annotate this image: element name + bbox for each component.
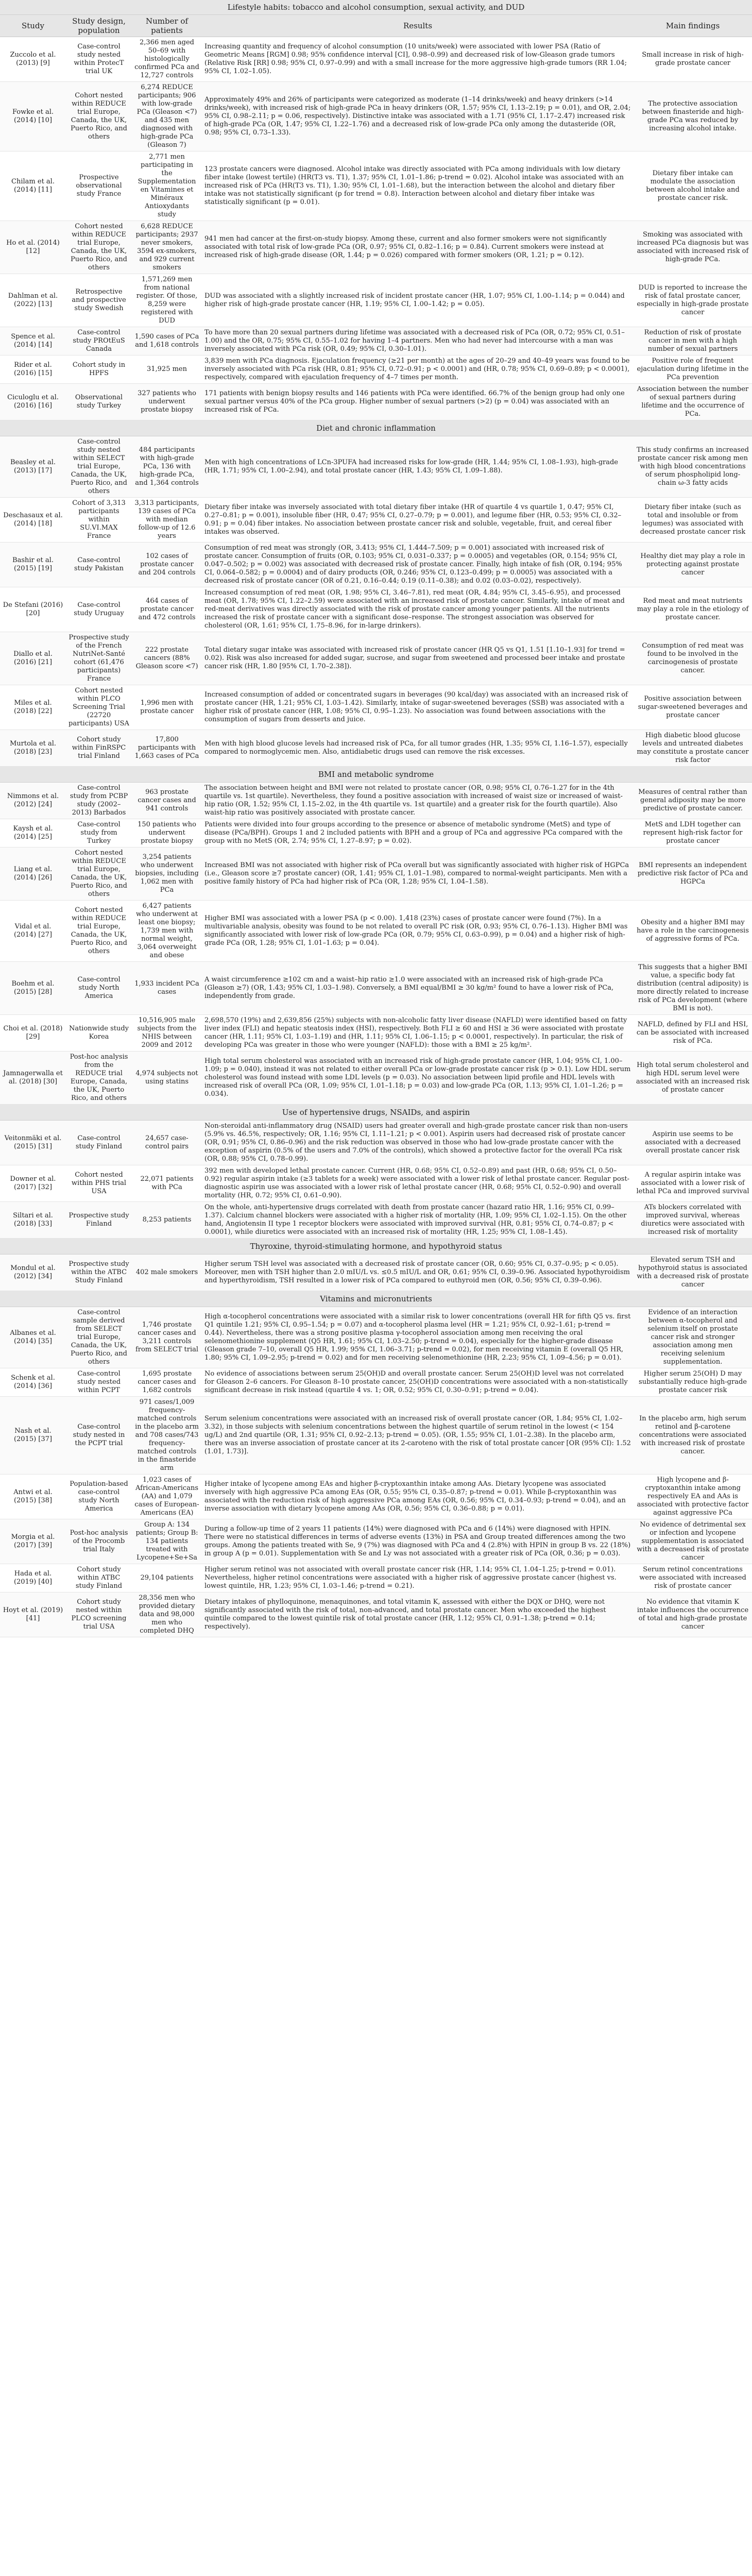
cell-number: 1,933 incident PCa cases — [132, 962, 202, 1015]
section-header-row — [0, 1105, 752, 1121]
cell-number: 2,366 men aged 50–69 with histologically confirmed PCa and 12,727 controls — [132, 37, 202, 82]
table-row — [0, 1015, 752, 1052]
cell-design: Post-hoc analysis from the REDUCE trial Europe, Canada, the UK, Puerto Rico, and others — [66, 1052, 132, 1105]
cell-results: Increasing quantity and frequency of alcohol consumption (10 units/week) were associated with lower PSA (Ratio of Geometric Means [RGM] 0.98; 95% confidence interval [CI], 0.98–0.99) and decreased risk of low-Gleason grade tumors (Relative Risk [RR] 0.98; 95% CI, 0.97–0.99) and with a small increase for the more aggressive high-grade tumors (RR 1.04; 95% CI, 1.02–1.05). — [202, 37, 634, 82]
top-section-title: Lifestyle habits: tobacco and alcohol consumption, sexual activity, and DUD — [0, 0, 752, 15]
table-row — [0, 384, 752, 420]
cell-design: Prospective study within the ATBC Study Finland — [66, 1255, 132, 1291]
header-row — [0, 15, 752, 37]
cell-study: Choi et al. (2018) [29] — [0, 1015, 66, 1052]
cell-design: Prospective study Finland — [66, 1202, 132, 1239]
table-row — [0, 1052, 752, 1105]
cell-findings: Serum retinol concentrations were associated with increased risk of prostate cancer — [634, 1564, 752, 1592]
cell-study: Siltari et al. (2018) [33] — [0, 1202, 66, 1239]
table-row — [0, 587, 752, 632]
cell-design: Case-control study nested in the PCPT trial — [66, 1397, 132, 1475]
cell-number: 6,427 patients who underwent at least one biopsy; 1,739 men with normal weight, 3,064 overweight and obese — [132, 901, 202, 962]
section-header-row — [0, 420, 752, 436]
cell-results: Higher intake of lycopene among EAs and higher β-cryptoxanthin intake among AAs. Dietary lycopene was associated inversely with high aggressive PCa among EAs (OR, 0.55; 95% CI, 0.35–0.87; p-trend = 0.01). While β-cryptoxanthin was associated with the reduction risk of high aggressive PCa among EAs (OR, 0.56; 95% CI, 0.34–0.93; p-trend = 0.04), and an inverse association with dietary lycopene among AAs (OR, 0.56; 95% CI, 0.36–0.88; p = 0.01). — [202, 1475, 634, 1519]
cell-number: 971 cases/1,009 frequency-matched controls in the placebo arm and 708 cases/743 frequency-matched controls in the finasteride arm — [132, 1397, 202, 1475]
cell-number: 6,274 REDUCE participants; 906 with low-grade PCa (Gleason <7) and 435 men diagnosed with high-grade PCa (Gleason 7) — [132, 82, 202, 151]
cell-number: 963 prostate cancer cases and 941 controls — [132, 783, 202, 819]
cell-findings: No evidence that vitamin K intake influences the occurrence of total and high-grade prostate cancer — [634, 1592, 752, 1637]
cell-findings: NAFLD, defined by FLI and HSI, can be associated with increased risk of PCa. — [634, 1015, 752, 1052]
cell-study: Bashir et al. (2015) [19] — [0, 543, 66, 587]
cell-findings: This study confirms an increased prostate cancer risk among men with high blood concentrations of serum phospholipid long-chain ω-3 fatty acids — [634, 436, 752, 498]
cell-findings: Higher serum 25(OH) D may substantially reduce high-grade prostate cancer risk — [634, 1368, 752, 1397]
cell-number: 1,996 men with prostate cancer — [132, 685, 202, 730]
section-header-row — [0, 1239, 752, 1255]
cell-findings: DUD is reported to increase the risk of fatal prostate cancer, especially in high-grade prostate cancer — [634, 274, 752, 327]
cell-number: 6,628 REDUCE participants; 2937 never smokers, 3594 ex-smokers, and 929 current smokers — [132, 221, 202, 274]
cell-number: 222 prostate cancers (88% Gleason score <7) — [132, 632, 202, 685]
cell-study: Veitonmäki et al. (2015) [31] — [0, 1121, 66, 1165]
cell-findings: Obesity and a higher BMI may have a role in the carcinogenesis of aggressive forms of PCa. — [634, 901, 752, 962]
cell-findings: In the placebo arm, high serum retinol and β-carotene concentrations were associated with increased risk of prostate cancer. — [634, 1397, 752, 1475]
cell-findings: High lycopene and β-cryptoxanthin intake among respectively EA and AAs is associated with protective factor against aggressive PCa — [634, 1475, 752, 1519]
cell-design: Prospective study of the French NutriNet-Santé cohort (61,476 participants) France — [66, 632, 132, 685]
cell-design: Cohort nested within REDUCE trial Europe, Canada, the UK, Puerto Rico, and others — [66, 901, 132, 962]
table-row — [0, 848, 752, 901]
cell-results: On the whole, anti-hypertensive drugs correlated with death from prostate cancer (hazard ratio HR, 1.16; 95% CI, 0.99–1.37). Calcium channel blockers were associated with a higher risk of mortality (HR, 1.09; 95% CI, 1.02–1.15). On the other hand, Angiotensin II type 1 receptor blockers were associated with improved survival (HR, 0.81; 95% CI, 0.74–0.87; p < 0.0001), while diuretics were associated with an increased risk of mortality (HR, 1.25; 95% CI, 1.08–1.45). — [202, 1202, 634, 1239]
cell-study: Kaysh et al. (2014) [25] — [0, 819, 66, 848]
cell-results: Men with high concentrations of LCn-3PUFA had increased risks for low-grade (HR, 1.44; 95% CI, 1.08–1.93), high-grade (HR, 1.71; 95% CI, 1.00–2.94), and total prostate cancer (HR, 1.43; 95% CI, 1.09–1.88). — [202, 436, 634, 498]
table-row — [0, 82, 752, 151]
cell-design: Cohort study nested within PLCO screening trial USA — [66, 1592, 132, 1637]
cell-number: 1,571,269 men from national register. Of those, 8,259 were registered with DUD — [132, 274, 202, 327]
table-row — [0, 632, 752, 685]
cell-design: Cohort nested within REDUCE trial Europe, Canada, the UK, Puerto Rico, and others — [66, 221, 132, 274]
cell-results: The association between height and BMI were not related to prostate cancer (OR, 0.98; 95% CI, 0.76–1.27 for in the 4th quartile vs. 1st quartile). Nevertheless, they found a positive association with increased of waist size or increased of waist-hip ratio (OR, 1.52; 95% CI, 1.15–2.02, in the 4th quartile vs. 1st quartile) and a greater risk for the fourth quartile). Also waist-hip ratio was positively associated with prostate cancer. — [202, 783, 634, 819]
cell-number: 484 participants with high-grade PCa, 136 with high-grade PCa, and 1,364 controls — [132, 436, 202, 498]
cell-results: Dietary fiber intake was inversely associated with total dietary fiber intake (HR of quartile 4 vs quartile 1, 0.47; 95% CI, 0.27–0.81; p = 0.001), insoluble fiber (HR, 0.47; 95% CI, 0.27–0.79; p = 0.001), and legume fiber (HR, 0.53; 95% CI, 0.32–0.91; p = 0.04) fiber intakes. No association between prostate cancer risk and soluble, vegetable, fruit, and cereal fiber intakes was observed. — [202, 498, 634, 543]
cell-study: Mondul et al. (2012) [34] — [0, 1255, 66, 1291]
cell-results: 941 men had cancer at the first-on-study biopsy. Among these, current and also former smokers were not significantly associated with total risk of low-grade PCa (OR, 0.97; 95% CI, 0.82–1.16; p = 0.84). Current smokers were instead at increased risk of high-grade disease (OR, 1.44; p = 0.026) compared with former smokers (OR, 1.21; p = 0.12). — [202, 221, 634, 274]
cell-findings: High diabetic blood glucose levels and untreated diabetes may constitute a prostate cancer risk factor — [634, 730, 752, 767]
table-body — [0, 37, 752, 1637]
table-row — [0, 1368, 752, 1397]
cell-results: Consumption of red meat was strongly (OR, 3.413; 95% CI, 1.444–7.509; p = 0.001) associated with increased risk of prostate cancer. Consumption of fruits (OR, 0.103; 95% CI, 0.031–0.337; p = 0.0005) and vegetables (OR, 0.154; 95% CI, 0.047–0.502; p = 0.002) was associated with decreased risk of prostate cancer. Finally, high intake of fish (OR, 0.194; 95% CI, 0.064–0.582; p = 0.0004) and of dairy products (OR, 0.246; 95% CI, 0.123–0.499; p = 0.0005) was associated with a decreased risk of prostate cancer (OR of 0.21, 0.16–0.44; 0.19 (0.11–0.38); and 0.02 (0.03–0.02), respectively). — [202, 543, 634, 587]
table-row — [0, 37, 752, 82]
header-study: Study — [0, 15, 66, 37]
table-row — [0, 274, 752, 327]
cell-study: Dahlman et al. (2022) [13] — [0, 274, 66, 327]
cell-findings: High total serum cholesterol and high HDL serum level were associated with an increased risk of prostate cancer — [634, 1052, 752, 1105]
cell-findings: This suggests that a higher BMI value, a specific body fat distribution (central adiposity) is more directly related to increase risk of PCa development (where BMI is not). — [634, 962, 752, 1015]
cell-results: Approximately 49% and 26% of participants were categorized as moderate (1–14 drinks/week) and heavy drinkers (>14 drinks/week), with increased risk of high-grade PCa in heavy drinkers (OR, 1.57; 95% CI, 1.13–2.19; p = 0.01), and OR, 2.04; 95% CI, 0.98–2.11; p = 0.06, respectively). Distinctive intake was associated with a 1.71 (95% CI, 1.17–2.47) increased risk of high-grade PCa (OR, 1.47; 95% CI, 1.22–1.76) and a decreased risk of low-grade PCa only among the dutasteride (OR, 0.98; 95% CI, 0.73–1.33). — [202, 82, 634, 151]
cell-findings: A regular aspirin intake was associated with a lower risk of lethal PCa and improved survival — [634, 1165, 752, 1202]
section-title: Use of hypertensive drugs, NSAIDs, and aspirin — [0, 1105, 752, 1121]
cell-findings: Elevated serum TSH and hypothyroid status is associated with a decreased risk of prostate cancer — [634, 1255, 752, 1291]
cell-results: Dietary intakes of phylloquinone, menaquinones, and total vitamin K, assessed with either the DQX or DHQ, were not significantly associated with the risk of total, non-advanced, and total prostate cancer. Men who exceeded the highest quintile compared to the lowest quintile risk of total prostate cancer (HR, 1.12; 95% CI, 0.91–1.38; p-trend = 0.14; respectively). — [202, 1592, 634, 1637]
cell-study: Fowke et al. (2014) [10] — [0, 82, 66, 151]
cell-results: High α-tocopherol concentrations were associated with a similar risk to lower concentrations (overall HR for fifth Q5 vs. first Q1 quintile 1.21; 95% CI, 0.95–1.54; p = 0.07) and α-tocopherol plasma level (HR = 1.21; 95% CI, 0.92–1.61; p-trend = 0.44). Nevertheless, there was a strong positive plasma γ-tocopherol association among men receiving the oral selenomethionine supplement (Q5 HR, 1.61; 95% CI, 1.03–2.50; p-trend = 0.04), especially for the higher-grade disease (Gleason grade 7–10, overall Q5 HR, 1.99; 95% CI, 1.06–3.71; p-trend = 0.02), for men receiving vitamin E (overall Q5 HR, 1.80; 95% CI, 1.09–2.95; p-trend = 0.02) and for men receiving selenomethionine (HR, 2.23; 95% CI, 1.09–4.56; p = 0.01). — [202, 1307, 634, 1368]
header-results: Results — [202, 15, 634, 37]
cell-findings: Reduction of risk of prostate cancer in men with a high number of sexual partners — [634, 327, 752, 355]
cell-study: Jamnagerwalla et al. (2018) [30] — [0, 1052, 66, 1105]
cell-study: Spence et al. (2014) [14] — [0, 327, 66, 355]
cell-findings: Red meat and meat nutrients may play a role in the etiology of prostate cancer. — [634, 587, 752, 632]
cell-findings: Dietary fiber intake can modulate the association between alcohol intake and prostate cancer risk. — [634, 151, 752, 221]
cell-number: 102 cases of prostate cancer and 204 controls — [132, 543, 202, 587]
cell-results: High total serum cholesterol was associated with an increased risk of high-grade prostate cancer (HR, 1.04; 95% CI, 1.00–1.09; p = 0.040), instead it was not related to either overall PCa or low-grade prostate cancer risk (p > 0.1). Low HDL serum cholesterol was found instead with some LDL levels (p = 0.03). No association between lipid profile and HDL levels with increased risk of overall PCa (OR, 1.09; 95% CI, 1.01–1.18; p = 0.03) and low-grade PCa (OR, 1.13; 95% CI, 1.01–1.26; p = 0.034). — [202, 1052, 634, 1105]
cell-study: Murtola et al. (2018) [23] — [0, 730, 66, 767]
cell-study: Downer et al. (2017) [32] — [0, 1165, 66, 1202]
header-number: Number of patients — [132, 15, 202, 37]
cell-design: Cohort study within ATBC study Finland — [66, 1564, 132, 1592]
cell-design: Retrospective and prospective study Swedish — [66, 274, 132, 327]
cell-number: 22,071 patients with PCa — [132, 1165, 202, 1202]
cell-number: 10,516,905 male subjects from the NHIS between 2009 and 2012 — [132, 1015, 202, 1052]
table-row — [0, 783, 752, 819]
cell-study: Beasley et al. (2013) [17] — [0, 436, 66, 498]
table-row — [0, 436, 752, 498]
cell-results: 392 men with developed lethal prostate cancer. Current (HR, 0.68; 95% CI, 0.52–0.89) and past (HR, 0.68; 95% CI, 0.50–0.92) regular aspirin intake (≥3 tablets for a week) were associated with a lower risk of lethal prostate cancer. Regular post-diagnostic aspirin use was associated with a lower risk of lethal prostate cancer (HR, 0.68; 95% CI, 0.52–0.90) and overall mortality (HR, 0.72; 95% CI, 0.61–0.90). — [202, 1165, 634, 1202]
cell-design: Nationwide study Korea — [66, 1015, 132, 1052]
cell-results: Increased consumption of added or concentrated sugars in beverages (90 kcal/day) was associated with an increased risk of prostate cancer (HR, 1.21; 95% CI, 1.03–1.42). Similarly, intake of sugar-sweetened beverages (SSB) was associated with a higher risk of prostate cancer (HR, 1.08; 95% CI, 0.95–1.23). No association was found between associations with the consumption of sugars from desserts and juice. — [202, 685, 634, 730]
cell-number: 1,590 cases of PCa and 1,618 controls — [132, 327, 202, 355]
cell-design: Case-control study nested within PCPT — [66, 1368, 132, 1397]
cell-results: Higher serum retinol was not associated with overall prostate cancer risk (HR, 1.14; 95% CI, 1.04–1.25; p-trend = 0.01). Nevertheless, higher retinol concentrations were associated with a higher risk of aggressive prostate cancer (highest vs. lowest quintile, HR, 1.23; 95% CI, 1.03–1.46; p-trend = 0.21). — [202, 1564, 634, 1592]
table-row — [0, 962, 752, 1015]
table-row — [0, 1519, 752, 1564]
cell-study: Vidal et al. (2014) [27] — [0, 901, 66, 962]
section-title: BMI and metabolic syndrome — [0, 767, 752, 783]
cell-design: Case-control study nested within ProtecT trial UK — [66, 37, 132, 82]
cell-findings: Small increase in risk of high-grade prostate cancer — [634, 37, 752, 82]
cell-results: Non-steroidal anti-inflammatory drug (NSAID) users had greater overall and high-grade prostate cancer risk than non-users (5.9% vs. 46.5%, respectively; OR, 1.16; 95% CI, 1.11–1.21; p < 0.001). Aspirin users had decreased risk of prostate cancer (OR, 0.91; 95% CI, 0.86–0.96) and the risk reduction was observed in those who had low-grade prostate cancer with the exception of aspirin (0.5% of the users and 7.0% of the controls), which showed a protective factor for the overall PCa risk (OR, 0.88; 95% CI, 0.78–0.99). — [202, 1121, 634, 1165]
section-title: Vitamins and micronutrients — [0, 1291, 752, 1307]
cell-results: DUD was associated with a slightly increased risk of incident prostate cancer (HR, 1.07; 95% CI, 1.00–1.14; p = 0.044) and higher risk of high-grade prostate cancer (HR, 1.19; 95% CI, 1.00–1.42; p = 0.05). — [202, 274, 634, 327]
cell-study: Miles et al. (2018) [22] — [0, 685, 66, 730]
table-row — [0, 730, 752, 767]
cell-number: 1,746 prostate cancer cases and 3,211 controls from SELECT trial — [132, 1307, 202, 1368]
section-title: Thyroxine, thyroid-stimulating hormone, and hypothyroid status — [0, 1239, 752, 1255]
cell-results: Higher serum TSH level was associated with a decreased risk of prostate cancer (OR, 0.60; 95% CI, 0.37–0.95; p < 0.05). Moreover, men with TSH higher than 2.0 mIU/L vs. ≤0.5 mIU/L and OR, 0.61; 95% CI, 0.39–0.96. Associated hypothyroidism and hyperthyroidism, TSH resulted in a lower risk of PCa compared to euthyroid men (OR, 0.56; 95% CI, 0.39–0.96). — [202, 1255, 634, 1291]
cell-findings: Aspirin use seems to be associated with a decreased overall prostate cancer risk — [634, 1121, 752, 1165]
cell-findings: Association between the number of sexual partners during lifetime and the occurrence of PCa. — [634, 384, 752, 420]
cell-design: Case-control study Finland — [66, 1121, 132, 1165]
cell-findings: Healthy diet may play a role in protecting against prostate cancer — [634, 543, 752, 587]
cell-number: 29,104 patients — [132, 1564, 202, 1592]
cell-results: A waist circumference ≥102 cm and a waist–hip ratio ≥1.0 were associated with an increased risk of high-grade PCa (Gleason ≥7) (OR, 1.43; 95% CI, 1.03–1.98). Conversely, a BMI equal/BMI ≥ 30 kg/m² found to have a lower risk of PCa, independently from grade. — [202, 962, 634, 1015]
cell-findings: Measures of central rather than general adiposity may be more predictive of prostate cancer. — [634, 783, 752, 819]
cell-design: Case-control sample derived from SELECT trial Europe, Canada, the UK, Puerto Rico, and others — [66, 1307, 132, 1368]
table-row — [0, 1255, 752, 1291]
table-row — [0, 1307, 752, 1368]
table-row — [0, 1592, 752, 1637]
cell-number: 24,657 case-control pairs — [132, 1121, 202, 1165]
cell-study: Zuccolo et al. (2013) [9] — [0, 37, 66, 82]
cell-number: 31,925 men — [132, 355, 202, 384]
cell-results: Total dietary sugar intake was associated with increased risk of prostate cancer (HR Q5 vs Q1, 1.51 [1.10–1.93] for trend = 0.02). Risk was also increased for added sugar, sucrose, and sugar from sweetened and processed beer intake and prostate cancer risk (HR, 1.80 [95% CI, 1.70–2.38]). — [202, 632, 634, 685]
table-row — [0, 327, 752, 355]
cell-design: Case-control study Pakistan — [66, 543, 132, 587]
cell-number: Group A: 134 patients; Group B: 134 patients treated with Lycopene+Se+Sa — [132, 1519, 202, 1564]
cell-design: Case-control study from Turkey — [66, 819, 132, 848]
table-row — [0, 685, 752, 730]
cell-number: 4,974 subjects not using statins — [132, 1052, 202, 1105]
section-header-row — [0, 767, 752, 783]
cell-number: 402 male smokers — [132, 1255, 202, 1291]
cell-design: Prospective observational study France — [66, 151, 132, 221]
cell-findings: No evidence of detrimental sex or infection and lycopene supplementation is associated with a decreased risk of prostate cancer — [634, 1519, 752, 1564]
cell-study: Schenk et al. (2014) [36] — [0, 1368, 66, 1397]
table-row — [0, 355, 752, 384]
top-section-row — [0, 0, 752, 15]
cell-design: Cohort nested within PLCO Screening Trial (22720 participants) USA — [66, 685, 132, 730]
cell-findings: MetS and LDH together can represent high-risk factor for prostate cancer — [634, 819, 752, 848]
cell-study: Ciculoglu et al. (2016) [16] — [0, 384, 66, 420]
cell-number: 1,023 cases of African-Americans (AA) and 1,079 cases of European-Americans (EA) — [132, 1475, 202, 1519]
cell-number: 3,254 patients who underwent biopsies, including 1,062 men with PCa — [132, 848, 202, 901]
table-row — [0, 1397, 752, 1475]
table-row — [0, 1165, 752, 1202]
cell-study: Rider et al. (2016) [15] — [0, 355, 66, 384]
section-header-row — [0, 1291, 752, 1307]
cell-findings: Positive association between sugar-sweetened beverages and prostate cancer — [634, 685, 752, 730]
cell-results: 123 prostate cancers were diagnosed. Alcohol intake was directly associated with PCa among individuals with low dietary fiber intake (lowest tertile) (HR(T3 vs. T1), 1.37; 95% CI, 1.01–1.86; p-trend = 0.02). Alcohol intake was associated with an increased risk of PCa (HR(T3 vs. T1), 1.30; 95% CI, 1.01–1.68), but the interaction between the alcohol and dietary fiber intake was not statistically significant (p for trend = 0.8). Interaction between alcohol and dietary fiber intake was statistically significant (p = 0.01). — [202, 151, 634, 221]
cell-design: Observational study Turkey — [66, 384, 132, 420]
cell-design: Post-hoc analysis of the Procomb trial Italy — [66, 1519, 132, 1564]
table-row — [0, 819, 752, 848]
cell-study: Nimmons et al. (2012) [24] — [0, 783, 66, 819]
cell-results: Higher BMI was associated with a lower PSA (p < 0.00). 1,418 (23%) cases of prostate cancer were found (7%). In a multivariable analysis, obesity was found to be not related to overall PC risk (OR, 0.93; 95% CI, 0.76–1.13). Higher BMI was significantly associated with lower risk of low-grade PCa (OR, 0.79; 95% CI, 0.63–0.99), p = 0.04) and a higher risk of high-grade PCa (OR, 1.28; 95% CI, 1.01–1.63; p = 0.04). — [202, 901, 634, 962]
table-row — [0, 543, 752, 587]
table-row — [0, 221, 752, 274]
cell-design: Cohort nested within REDUCE trial Europe, Canada, the UK, Puerto Rico, and others — [66, 82, 132, 151]
table-row — [0, 1475, 752, 1519]
cell-findings: Positive role of frequent ejaculation during lifetime in the PCa prevention — [634, 355, 752, 384]
cell-results: No evidence of associations between serum 25(OH)D and overall prostate cancer. Serum 25(OH)D level was not correlated for Gleason 2–6 cancers. For Gleason 8–10 prostate cancer, 25(OH)D concentrations were associated with a non-statistically significant decrease in risk instead (quartile 4 vs. 1; OR, 0.52; 95% CI, 0.30–0.91; p-trend = 0.04). — [202, 1368, 634, 1397]
header-design: Study design, population — [66, 15, 132, 37]
table-row — [0, 151, 752, 221]
cell-design: Cohort study within FinRSPC trial Finland — [66, 730, 132, 767]
cell-study: De Stefani (2016) [20] — [0, 587, 66, 632]
cell-results: 3,839 men with PCa diagnosis. Ejaculation frequency (≥21 per month) at the ages of 20–29 and 40–49 years was found to be inversely associated with PCa risk (HR, 0.81; 95% CI, 0.72–0.91; p < 0.0001) and (HR, 0.78; 95% CI, 0.69–0.89; p < 0.0001), respectively, compared with ejaculation frequency of 4–7 times per month. — [202, 355, 634, 384]
cell-findings: BMI represents an independent predictive risk factor of PCa and HGPCa — [634, 848, 752, 901]
cell-design: Cohort nested within REDUCE trial Europe, Canada, the UK, Puerto Rico, and others — [66, 848, 132, 901]
cell-number: 17,800 participants with 1,663 cases of PCa — [132, 730, 202, 767]
cell-study: Antwi et al. (2015) [38] — [0, 1475, 66, 1519]
cell-number: 2,771 men participating in the Supplementation en Vitamines et Minéraux Antioxydants study — [132, 151, 202, 221]
cell-number: 1,695 prostate cancer cases and 1,682 controls — [132, 1368, 202, 1397]
table-row — [0, 1121, 752, 1165]
cell-study: Liang et al. (2014) [26] — [0, 848, 66, 901]
cell-number: 28,356 men who provided dietary data and 98,000 men who completed DHQ — [132, 1592, 202, 1637]
cell-results: Increased consumption of red meat (OR, 1.98; 95% CI, 3.46–7.81), red meat (OR, 4.84; 95% CI, 3.45–6.95), and processed meat (OR, 1.78; 95% CI, 1.22–2.59) were associated with an increased risk of prostate cancer. Similarly, intake of meat and red-meat derivatives was directly associated with the risk of prostate cancer among younger patients. All the nutrients increased the risk of prostate cancer with a significant dose–response. The strongest association was observed for cholesterol (OR, 1.61; 95% CI, 1.75–8.96, for in-large drinkers). — [202, 587, 634, 632]
cell-findings: Smoking was associated with increased PCa diagnosis but was associated with increased risk of high-grade PCa. — [634, 221, 752, 274]
cell-study: Diallo et al. (2016) [21] — [0, 632, 66, 685]
cell-design: Cohort of 3,313 participants within SU.VI.MAX France — [66, 498, 132, 543]
cell-results: During a follow-up time of 2 years 11 patients (14%) were diagnosed with PCa and 6 (14%) were diagnosed with HPIN. There were no statistical differences in terms of adverse events (13%) in PSA and Group treated differences among the two groups. Among the patients treated with Se, 9 (7%) was diagnosed with PCa and 4 (2.8%) with HPIN in group B vs. 22 (18%) in group A (p = 0.01). Supplementation with Se and Ly was not associated with a greater risk of PCa (OR, 0.36; p = 0.03). — [202, 1519, 634, 1564]
cell-findings: Evidence of an interaction between α-tocopherol and selenium itself on prostate cancer risk and stronger association among men receiving selenium supplementation. — [634, 1307, 752, 1368]
cell-results: To have more than 20 sexual partners during lifetime was associated with a decreased risk of PCa (OR, 0.72; 95% CI, 0.51–1.00) and the OR, 0.75; 95% CI, 0.55–1.02 for having 1–4 partners. Men who had never had intercourse with a man was inversely associated with PCa risk (OR, 0.49; 95% CI, 0.30–1.01). — [202, 327, 634, 355]
cell-number: 150 patients who underwent prostate biopsy — [132, 819, 202, 848]
cell-findings: The protective association between finasteride and high-grade PCa was reduced by increasing alcohol intake. — [634, 82, 752, 151]
cell-design: Cohort study in HPFS — [66, 355, 132, 384]
cell-study: Hada et al. (2019) [40] — [0, 1564, 66, 1592]
cell-design: Case-control study North America — [66, 962, 132, 1015]
cell-study: Chilam et al. (2014) [11] — [0, 151, 66, 221]
header-main-findings: Main findings — [634, 15, 752, 37]
cell-number: 8,253 patients — [132, 1202, 202, 1239]
cell-findings: Consumption of red meat was found to be involved in the carcinogenesis of prostate cancer. — [634, 632, 752, 685]
section-title: Diet and chronic inflammation — [0, 420, 752, 436]
cell-study: Morgia et al. (2017) [39] — [0, 1519, 66, 1564]
cell-results: Serum selenium concentrations were associated with an increased risk of overall prostate cancer (OR, 1.84; 95% CI, 1.02–3.32), in those subjects with selenium concentrations between the highest quartile of serum retinol in the lowest (< 154 ug/L) and 2nd quartile (OR, 1.31; 95% CI, 0.92–2.13; p-trend = 0.05). (OR, 1.55; 95% CI, 1.01–2.38). In the placebo arm, there was an inverse association of prostate cancer at its 2-caroteno with the risk of total prostate cancer [OR (95% CI): 1.52 (1.01, 1.73)]. — [202, 1397, 634, 1475]
cell-design: Case-control study Uruguay — [66, 587, 132, 632]
cell-design: Case-control study PROtEuS Canada — [66, 327, 132, 355]
cell-study: Albanes et al. (2014) [35] — [0, 1307, 66, 1368]
cell-number: 3,313 participants, 139 cases of PCa with median follow-up of 12.6 years — [132, 498, 202, 543]
cell-design: Population-based case-control study North America — [66, 1475, 132, 1519]
cell-study: Hoyt et al. (2019) [41] — [0, 1592, 66, 1637]
cell-design: Case-control study from PCBP study (2002–2013) Barbados — [66, 783, 132, 819]
cell-findings: Dietary fiber intake (such as total and insoluble or from legumes) was associated with decreased prostate cancer risk — [634, 498, 752, 543]
cell-results: Increased BMI was not associated with higher risk of PCa overall but was significantly associated with higher risk of HGPCa (i.e., Gleason score ≥7 prostate cancer) (OR, 1.41; 95% CI, 1.01–1.98), compared to normal-weight participants. Men with a positive family history of PCa had higher risk of PCa (OR, 1.28; 95% CI, 1.04–1.58). — [202, 848, 634, 901]
cell-results: Men with high blood glucose levels had increased risk of PCa, for all tumor grades (HR, 1.35; 95% CI, 1.16–1.57), especially compared to normoglycemic men. Also, antidiabetic drugs used can remove the risk excesses. — [202, 730, 634, 767]
cell-results: Patients were divided into four groups according to the presence or absence of metabolic syndrome (MetS) and type of disease (PCa/BPH). Groups 1 and 2 included patients with BPH and a group of PCa and aggressive PCa compared with the group with no MetS (OR, 2.74; 95% CI, 1.27–8.97; p = 0.02). — [202, 819, 634, 848]
cell-results: 171 patients with benign biopsy results and 146 patients with PCa were identified. 66.7% of the benign group had only one sexual partner versus 40% of the PCa group. Higher number of sexual partners (>2) (p = 0.04) was associated with an increased risk of PCa. — [202, 384, 634, 420]
cell-number: 464 cases of prostate cancer and 472 controls — [132, 587, 202, 632]
cell-study: Boehm et al. (2015) [28] — [0, 962, 66, 1015]
cell-design: Case-control study nested within SELECT trial Europe, Canada, the UK, Puerto Rico, and others — [66, 436, 132, 498]
table-row — [0, 1202, 752, 1239]
cell-study: Ho et al. (2014) [12] — [0, 221, 66, 274]
table-row — [0, 498, 752, 543]
cell-study: Nash et al. (2015) [37] — [0, 1397, 66, 1475]
cell-findings: ATs blockers correlated with improved survival, whereas diuretics were associated with increased risk of mortality — [634, 1202, 752, 1239]
table-row — [0, 901, 752, 962]
cell-results: 2,698,570 (19%) and 2,639,856 (25%) subjects with non-alcoholic fatty liver disease (NAFLD) were identified based on fatty liver index (FLI) and hepatic steatosis index (HSI), respectively. Both FLI ≥ 60 and HSI ≥ 36 were associated with prostate cancer (HR, 1.11; 95% CI, 1.03–1.19) and (HR, 1.11; 95% CI, 1.06–1.15; p < 0.0001, respectively). In particular, the risk of developing PCa was greater in those who were younger (NAFLD): those with a BMI ≥ 25 kg/m². — [202, 1015, 634, 1052]
cell-number: 327 patients who underwent prostate biopsy — [132, 384, 202, 420]
cell-study: Deschasaux et al. (2014) [18] — [0, 498, 66, 543]
table-row — [0, 1564, 752, 1592]
cell-design: Cohort nested within PHS trial USA — [66, 1165, 132, 1202]
